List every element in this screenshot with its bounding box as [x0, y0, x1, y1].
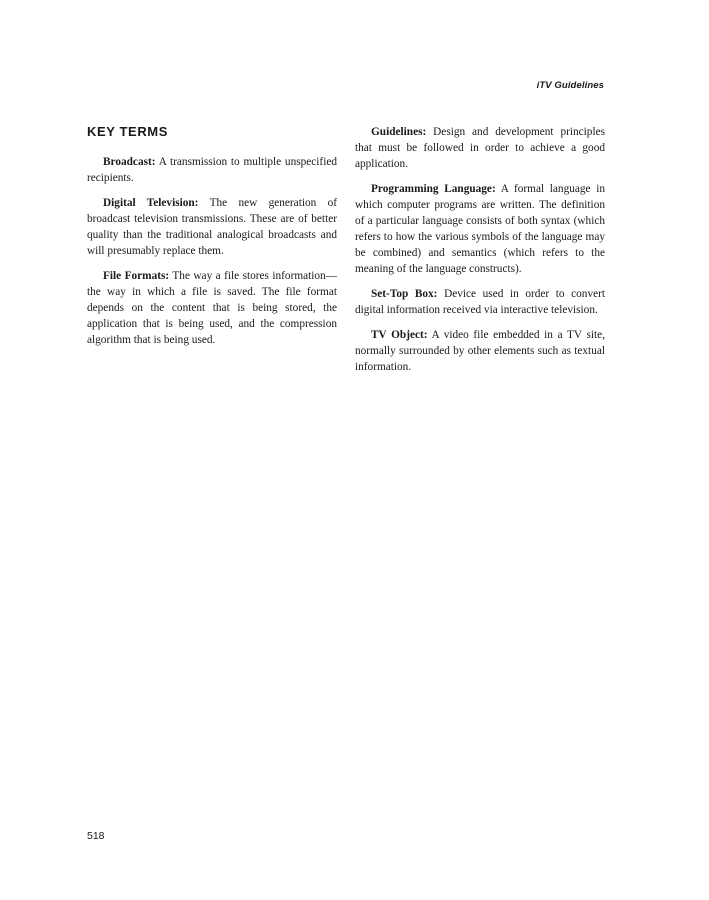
term-definition: The new generation of broadcast television transmissions. These are of better quality than the traditional analogical broadcasts and will presumably replace them.	[87, 197, 337, 257]
term-entry-tv-object	[355, 327, 605, 375]
section-title: KEY TERMS	[87, 124, 169, 139]
term-definition: Device used in order to convert digital information received via interactive television.	[355, 288, 606, 316]
term-name: Set-Top Box:	[371, 288, 438, 300]
term-definition: A video file embedded in a TV site, normally surrounded by other elements such as textual information.	[355, 329, 606, 373]
term-entry-digital-television	[87, 195, 337, 259]
term-entry-guidelines	[355, 124, 605, 172]
term-definition: Design and development principles that must be followed in order to achieve a good application.	[355, 126, 606, 170]
right-column	[355, 124, 605, 384]
term-name: Digital Television:	[103, 197, 199, 209]
page-number: 518	[87, 830, 105, 842]
term-definition: A transmission to multiple unspecified recipients.	[87, 156, 337, 184]
term-name: TV Object:	[371, 329, 428, 341]
running-head: iTV Guidelines	[536, 80, 604, 91]
term-definition: The way a file stores information—the way in which a file is saved. The file format depends on the content that is being stored, the application that is being used, and the compression algorithm that is being used.	[87, 270, 338, 346]
term-entry-broadcast	[87, 154, 337, 186]
term-name: Broadcast:	[103, 156, 156, 168]
term-definition: A formal language in which computer programs are written. The definition of a particular language consists of both syntax (which refers to how the various symbols of the language may be combined) and semantics (which refers to the meaning of the language constructs).	[355, 183, 606, 275]
term-entry-file-formats	[87, 268, 337, 348]
term-entry-set-top-box	[355, 286, 605, 318]
term-name: Programming Language:	[371, 183, 496, 195]
term-name: File Formats:	[103, 270, 170, 282]
left-column	[87, 124, 337, 357]
term-name: Guidelines:	[371, 126, 427, 138]
term-entry-programming-language	[355, 181, 605, 277]
